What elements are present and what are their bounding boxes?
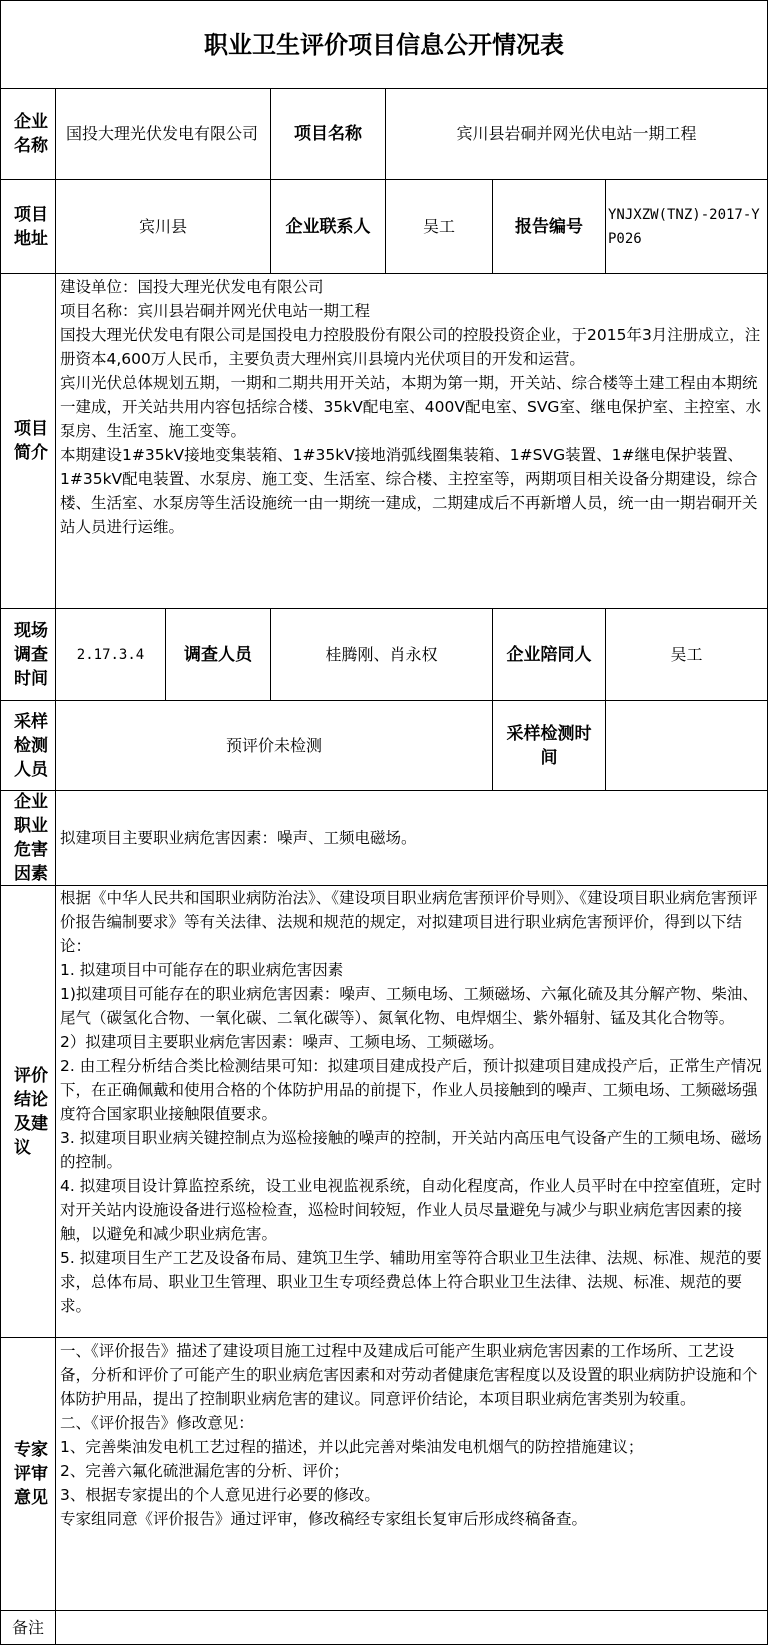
value-survey-staff: 桂腾刚、肖永权	[325, 644, 438, 664]
label-company-escort: 企业陪同人	[506, 644, 592, 665]
opinion-paragraph: 3、根据专家提出的个人意见进行必要的修改。	[60, 1486, 380, 1504]
conclusion-paragraph: 根据《中华人民共和国职业病防治法》、《建设项目职业病危害预评价导则》、《建设项目职业病危害预评价报告编制要求》等有关法律、法规和规范的规定，对拟建项目进行职业病危害预评价，得到以下结论：	[60, 889, 758, 955]
label-site-survey-time: 现场 调查 时间	[14, 620, 48, 689]
expert-opinion-text	[60, 1339, 764, 1531]
label-sampling-staff: 采样 检测 人员	[14, 711, 48, 780]
label-sampling-time: 采样检测时 间	[506, 723, 592, 768]
label-project-intro: 项目 简介	[14, 419, 48, 463]
conclusion-paragraph: 5. 拟建项目生产工艺及设备布局、建筑卫生学、辅助用室等符合职业卫生法律、法规、标准、规范的要求，总体布局、职业卫生管理、职业卫生专项经费总体上符合职业卫生法律、法规、标准、规范的要求。	[60, 1249, 762, 1315]
value-company-escort: 吴工	[670, 644, 703, 664]
label-survey-staff: 调查人员	[184, 644, 252, 665]
page-title: 职业卫生评价项目信息公开情况表	[204, 30, 564, 59]
label-expert-opinion: 专家 评审 意见	[14, 1440, 48, 1508]
value-remarks	[56, 1611, 767, 1644]
conclusion-paragraph: 2）拟建项目主要职业病危害因素：噪声、工频电场、工频磁场。	[60, 1033, 504, 1051]
label-project-address: 项目 地址	[14, 204, 48, 249]
label-hazard-factors: 企业 职业 危害 因素	[14, 792, 48, 884]
evaluation-conclusion-text	[60, 886, 764, 1318]
label-remarks: 备注	[11, 1617, 44, 1637]
label-evaluation-conclusion: 评价 结论 及建 议	[14, 1065, 48, 1158]
opinion-paragraph: 二、《评价报告》修改意见：	[60, 1414, 254, 1432]
label-company-name: 企业 名称	[14, 112, 48, 156]
conclusion-paragraph: 3. 拟建项目职业病关键控制点为巡检接触的噪声的控制，开关站内高压电气设备产生的工频电场、磁场的控制。	[60, 1129, 762, 1171]
opinion-paragraph: 1、完善柴油发电机工艺过程的描述，并以此完善对柴油发电机烟气的防控措施建议；	[60, 1438, 644, 1456]
value-sampling-staff: 预评价未检测	[225, 735, 322, 755]
intro-paragraph: 建设单位：国投大理光伏发电有限公司	[60, 278, 324, 296]
label-column-divider	[55, 88, 56, 1645]
row-divider	[0, 273, 768, 274]
project-intro-text	[60, 275, 764, 539]
intro-paragraph: 本期建设1#35kV接地变集装箱、1#35kV接地消弧线圈集装箱、1#SVG装置、1#继电保护装置、1#35kV配电装置、水泵房、施工变、生活室、综合楼、主控室等，两期项目相关设备分期建设，综合楼、生活室、水泵房等生活设施统一由一期统一建成，二期建成后不再新增人员，统一由一期岩硐开关站人员进行运维。	[60, 446, 758, 536]
label-project-name: 项目名称	[294, 124, 362, 144]
intro-paragraph: 项目名称：宾川县岩硐并网光伏电站一期工程	[60, 302, 371, 320]
row-divider	[0, 1337, 768, 1338]
value-sampling-time	[606, 701, 767, 790]
value-project-name: 宾川县岩硐并网光伏电站一期工程	[456, 124, 697, 143]
label-report-no: 报告编号	[515, 216, 583, 237]
intro-paragraph: 宾川光伏总体规划五期，一期和二期共用开关站，本期为第一期，开关站、综合楼等土建工程由本期统一建成，开关站共用内容包括综合楼、35kV配电室、400V配电室、SVG室、继电保护室、主控室、水泵房、生活室、施工变等。	[60, 374, 761, 440]
conclusion-paragraph: 1)拟建项目可能存在的职业病危害因素：噪声、工频电场、工频磁场、六氟化硫及其分解产物、柴油、尾气（碳氢化合物、一氧化碳、二氧化碳等）、氮氧化物、电焊烟尘、紫外辐射、锰及其化合物等。	[60, 985, 758, 1027]
opinion-paragraph: 专家组同意《评价报告》通过评审，修改稿经专家组长复审后形成终稿备查。	[60, 1510, 588, 1528]
conclusion-paragraph: 4. 拟建项目设计算监控系统，设工业电视监视系统，自动化程度高，作业人员平时在中控室值班，定时对开关站内设施设备进行巡检检查，巡检时间较短，作业人员尽量避免与减少与职业病危害因素的接触，以避免和减少职业病危害。	[60, 1177, 762, 1243]
value-site-survey-time: 2.17.3.4	[76, 646, 145, 663]
value-report-no: YNJXZW(TNZ)-2017-YP026	[608, 206, 760, 247]
value-project-address: 宾川县	[138, 216, 187, 236]
opinion-paragraph: 2、完善六氟化硫泄漏危害的分析、评价；	[60, 1462, 349, 1480]
label-company-contact: 企业联系人	[285, 216, 371, 237]
intro-paragraph: 国投大理光伏发电有限公司是国投电力控股股份有限公司的控股投资企业，于2015年3月注册成立，注册资本4,600万人民币，主要负责大理州宾川县境内光伏项目的开发和运营。	[60, 326, 761, 368]
opinion-paragraph: 一、《评价报告》描述了建设项目施工过程中及建成后可能产生职业病危害因素的工作场所、工艺设备，分析和评价了可能产生的职业病危害因素和对劳动者健康危害程度以及设置的职业病防护设施和个体防护用品，提出了控制职业病危害的建议。同意评价结论，本项目职业病危害类别为较重。	[60, 1342, 758, 1408]
value-company-contact: 吴工	[422, 216, 455, 236]
value-hazard-factors: 拟建项目主要职业病危害因素：噪声、工频电磁场。	[60, 829, 417, 847]
conclusion-paragraph: 1. 拟建项目中可能存在的职业病危害因素	[60, 961, 344, 979]
conclusion-paragraph: 2. 由工程分析结合类比检测结果可知：拟建项目建成投产后，预计拟建项目建成投产后，正常生产情况下，在正确佩戴和使用合格的个体防护用品的前提下，作业人员接触到的噪声、工频电场、工频磁场强度符合国家职业接触限值要求。	[60, 1057, 762, 1123]
value-company-name: 国投大理光伏发电有限公司	[66, 124, 259, 143]
col-divider	[605, 179, 606, 273]
